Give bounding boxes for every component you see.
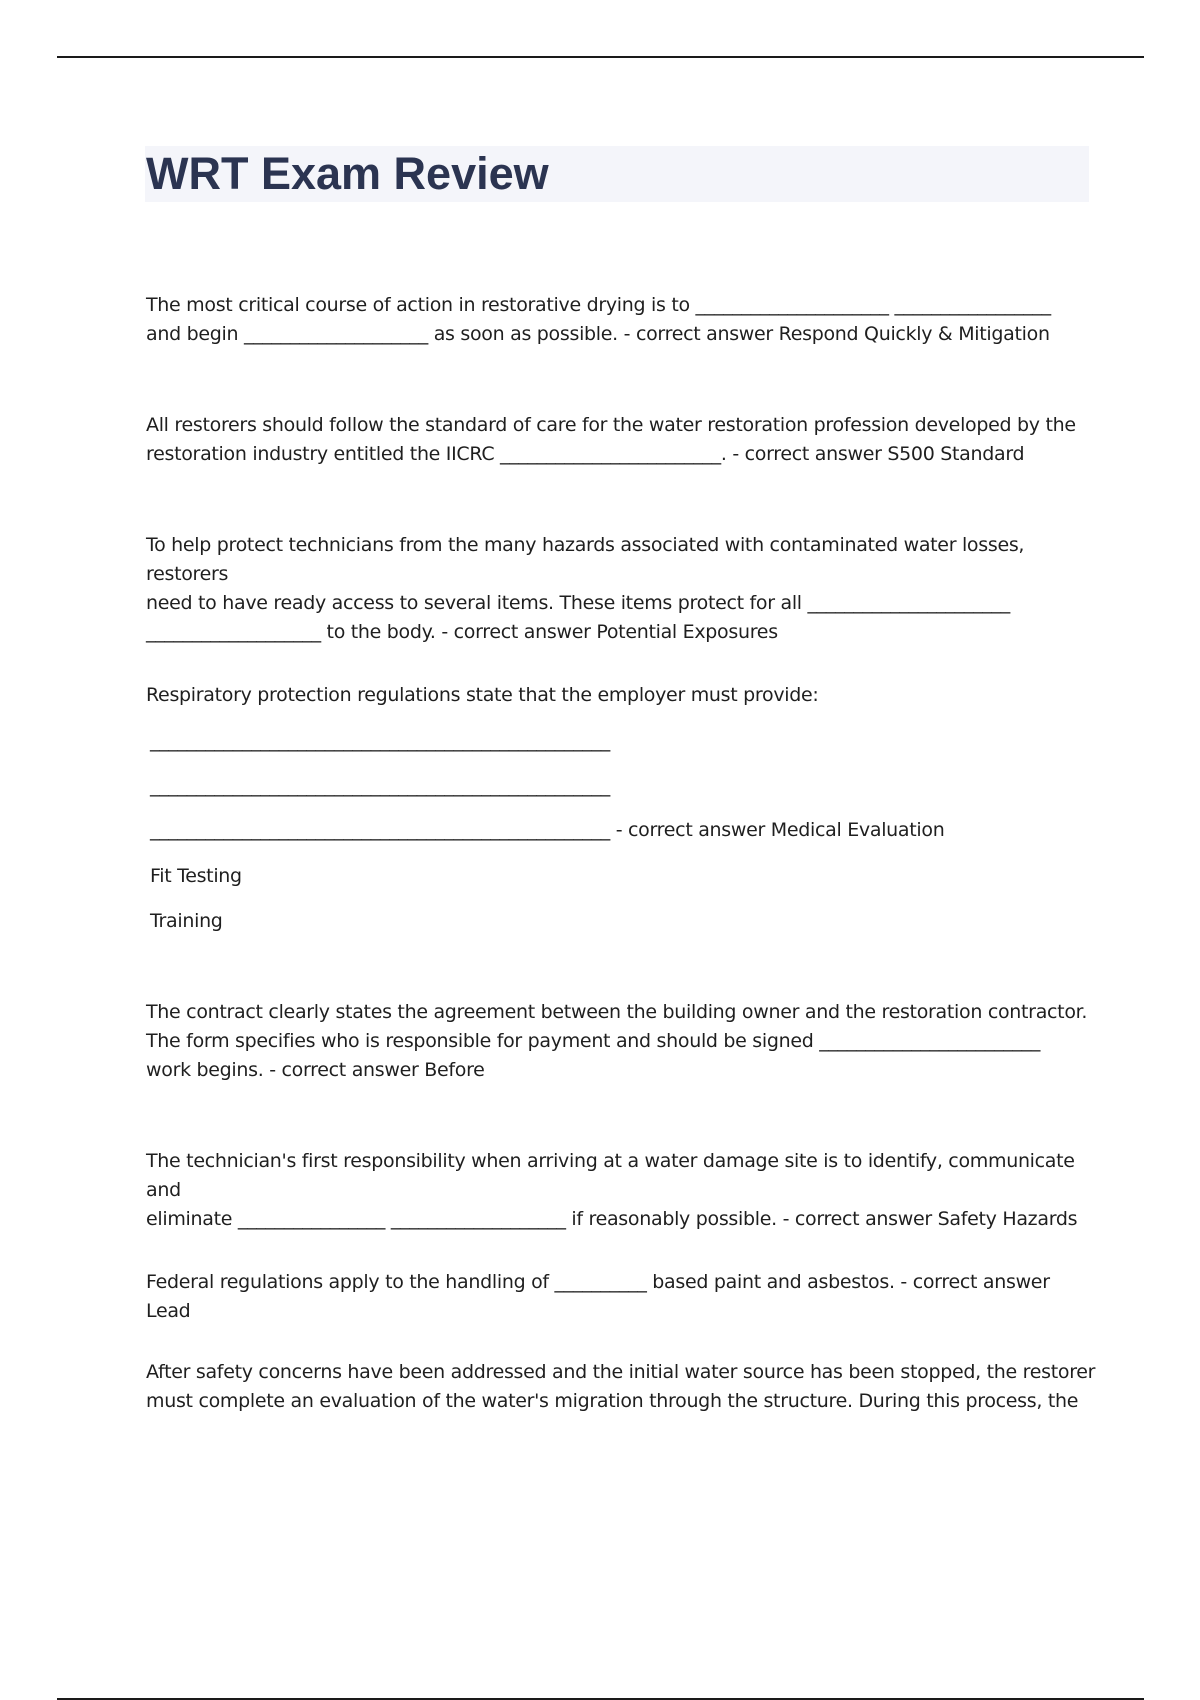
question-1: The most critical course of action in restorative drying is to _____________________ _________________ and begin ____________________ as soon as possible. - correct answer Respond Quickly & Mitigation <box>146 294 1051 345</box>
page-title: WRT Exam Review <box>146 148 549 199</box>
question-2: All restorers should follow the standard of care for the water restoration profession developed by the restoration industry entitled the IICRC ________________________. - correct answer S500 Standard <box>146 414 1076 465</box>
question-4: Respiratory protection regulations state that the employer must provide: <box>146 684 819 706</box>
answer-blank-line: __________________________________________________ - correct answer Medical Evaluation <box>150 819 945 841</box>
answer-extra-line: Fit Testing <box>150 865 242 887</box>
header-rule <box>57 56 1144 58</box>
question-8: After safety concerns have been addressed and the initial water source has been stopped, the restorer must complete an evaluation of the water's migration through the structure. During this process, the <box>146 1361 1096 1412</box>
answer-extra-line: Training <box>150 910 223 932</box>
answer-blank-line: __________________________________________________ <box>150 775 611 797</box>
question-7: Federal regulations apply to the handling of __________ based paint and asbestos. - correct answer Lead <box>146 1271 1056 1322</box>
question-5: The contract clearly states the agreement between the building owner and the restoration contractor. The form specifies who is responsible for payment and should be signed ________________________ work begins. - correct answer Before <box>146 1001 1088 1081</box>
answer-blank-line: __________________________________________________ <box>150 730 611 752</box>
question-3: To help protect technicians from the many hazards associated with contaminated water losses, restorers need to have ready access to several items. These items protect for all ______________________ ___________________ to the body. - correct answer Potential Exposures <box>146 534 1025 643</box>
question-6: The technician's first responsibility when arriving at a water damage site is to identify, communicate and eliminate ________________ ___________________ if reasonably possible. - correct answer Safety Hazards <box>146 1150 1078 1230</box>
